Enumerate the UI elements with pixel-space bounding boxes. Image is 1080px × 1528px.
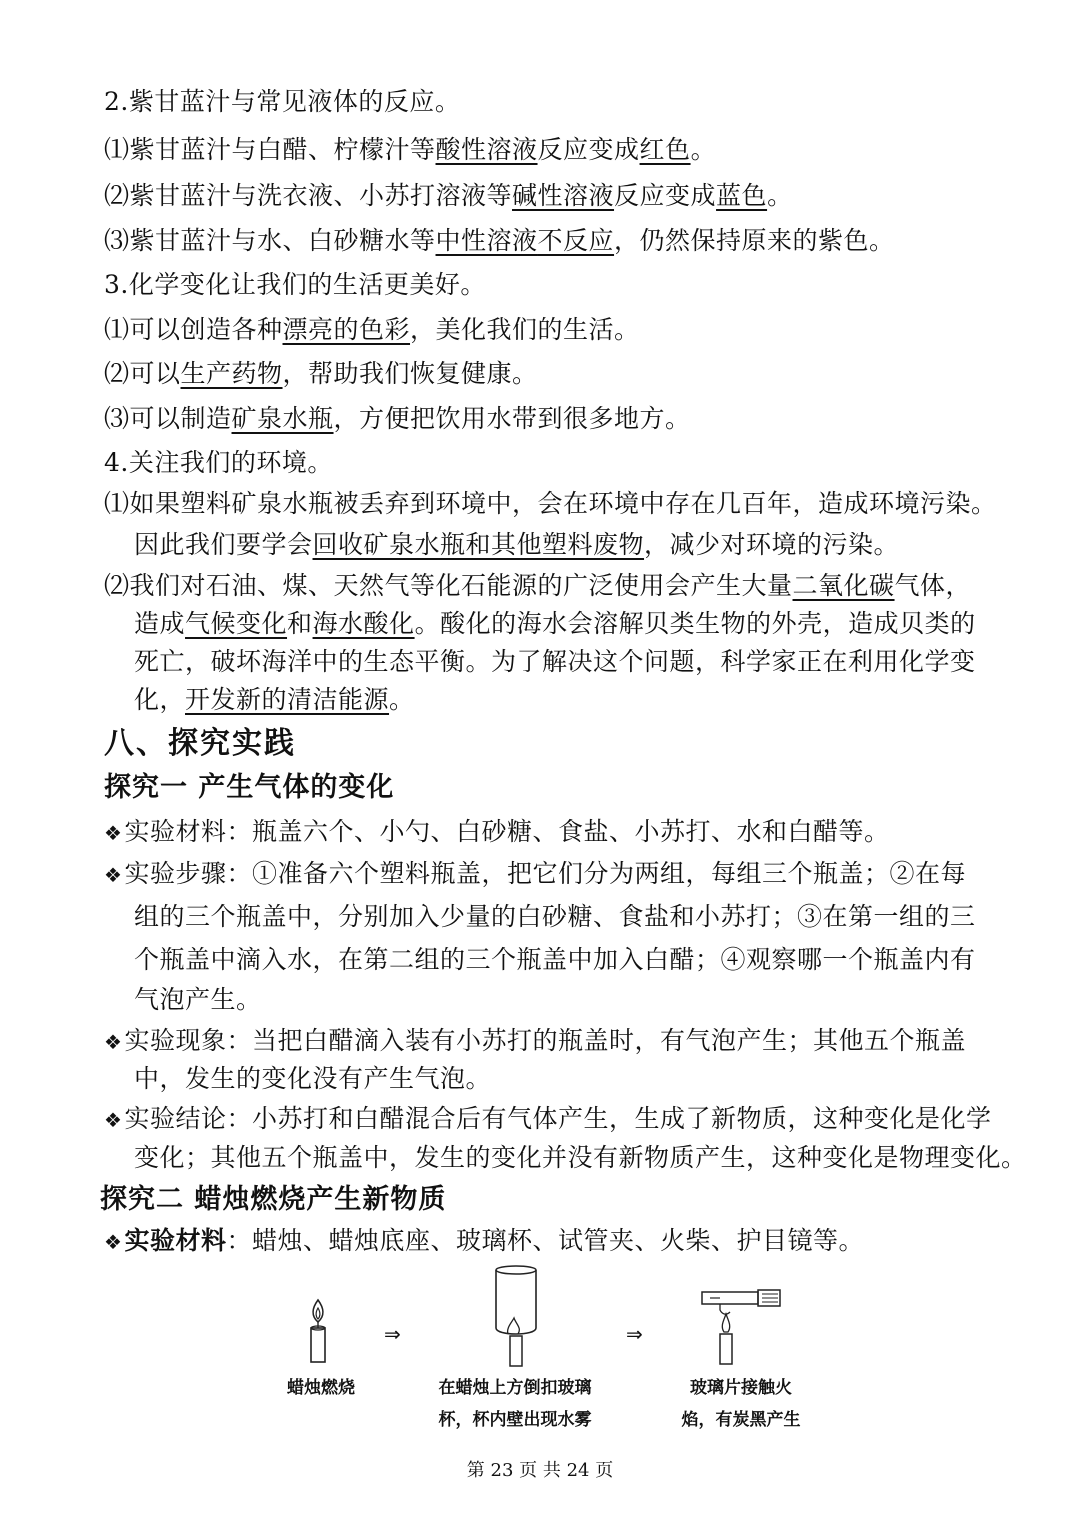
diamond-bullet-icon: ❖ — [104, 821, 123, 845]
paragraph: ⑵我们对石油、煤、天然气等化石能源的广泛使用会产生大量二氧化碳气体， — [104, 571, 972, 600]
diamond-bullet-icon: ❖ — [104, 863, 123, 887]
section-8-heading: 八、探究实践 — [104, 726, 296, 761]
paragraph: 造成气候变化和海水酸化。酸化的海水会溶解贝类生物的外壳，造成贝类的 — [134, 609, 976, 638]
paragraph: 个瓶盖中滴入水，在第二组的三个瓶盖中加入白醋；④观察哪一个瓶盖内有 — [134, 945, 976, 974]
paragraph: ⑶紫甘蓝汁与水、白砂糖水等中性溶液不反应，仍然保持原来的紫色。 — [104, 226, 895, 255]
diamond-bullet-icon: ❖ — [104, 1030, 123, 1054]
paragraph: 中，发生的变化没有产生气泡。 — [134, 1064, 492, 1093]
diamond-bullet-icon: ❖ — [104, 1108, 123, 1132]
paragraph: 气泡产生。 — [134, 985, 262, 1014]
paragraph: 组的三个瓶盖中，分别加入少量的白砂糖、食盐和小苏打；③在第一组的三 — [134, 902, 976, 931]
paragraph: 死亡，破坏海洋中的生态平衡。为了解决这个问题，科学家正在利用化学变 — [134, 647, 976, 676]
experiment-1-steps: ❖实验步骤：①准备六个塑料瓶盖，把它们分为两组，每组三个瓶盖；②在每 — [104, 859, 966, 888]
figure-caption: 玻璃片接触火 焰，有炭黑产生 — [681, 1378, 801, 1430]
paragraph: 变化；其他五个瓶盖中，发生的变化并没有新物质产生，这种变化是物理变化。 — [134, 1143, 1027, 1172]
section-2-title: 2.紫甘蓝汁与常见液体的反应。 — [104, 87, 461, 116]
figure-caption: 蜡烛燃烧 — [287, 1378, 355, 1398]
paragraph: ⑵紫甘蓝汁与洗衣液、小苏打溶液等碱性溶液反应变成蓝色。 — [104, 181, 793, 210]
experiment-1-phenomenon: ❖实验现象：当把白醋滴入装有小苏打的瓶盖时，有气泡产生；其他五个瓶盖 — [104, 1026, 966, 1055]
paragraph: ⑴可以创造各种漂亮的色彩，美化我们的生活。 — [104, 315, 640, 344]
paragraph: ⑴紫甘蓝汁与白醋、柠檬汁等酸性溶液反应变成红色。 — [104, 135, 717, 164]
section-4-title: 4.关注我们的环境。 — [104, 448, 333, 477]
glass-sheet-flame-illustration — [690, 1282, 790, 1372]
arrow-icon: ⇒ — [626, 1322, 643, 1346]
paragraph: ⑶可以制造矿泉水瓶，方便把饮用水带到很多地方。 — [104, 404, 691, 433]
experiment-1-materials: ❖实验材料：瓶盖六个、小勺、白砂糖、食盐、小苏打、水和白醋等。 — [104, 817, 890, 846]
paragraph: ⑴如果塑料矿泉水瓶被丢弃到环境中，会在环境中存在几百年，造成环境污染。 — [104, 489, 997, 518]
experiment-1-conclusion: ❖实验结论：小苏打和白醋混合后有气体产生，生成了新物质，这种变化是化学 — [104, 1104, 992, 1133]
figure-caption: 在蜡烛上方倒扣玻璃 杯，杯内壁出现水雾 — [438, 1378, 592, 1430]
burning-candle-illustration — [296, 1290, 346, 1370]
arrow-icon: ⇒ — [384, 1322, 401, 1346]
paragraph: ⑵可以生产药物，帮助我们恢复健康。 — [104, 359, 538, 388]
diamond-bullet-icon: ❖ — [104, 1230, 123, 1254]
page-number: 第 23 页 共 24 页 — [466, 1460, 614, 1481]
inverted-glass-candle-illustration — [486, 1262, 546, 1372]
experiment-1-title: 探究一 产生气体的变化 — [104, 772, 395, 803]
experiment-2-materials: ❖实验材料：蜡烛、蜡烛底座、玻璃杯、试管夹、火柴、护目镜等。 — [104, 1226, 864, 1255]
paragraph: 化，开发新的清洁能源。 — [134, 685, 415, 714]
section-3-title: 3.化学变化让我们的生活更美好。 — [104, 270, 486, 299]
experiment-2-title: 探究二 蜡烛燃烧产生新物质 — [100, 1184, 447, 1215]
paragraph: 因此我们要学会回收矿泉水瓶和其他塑料废物，减少对环境的污染。 — [134, 530, 900, 559]
